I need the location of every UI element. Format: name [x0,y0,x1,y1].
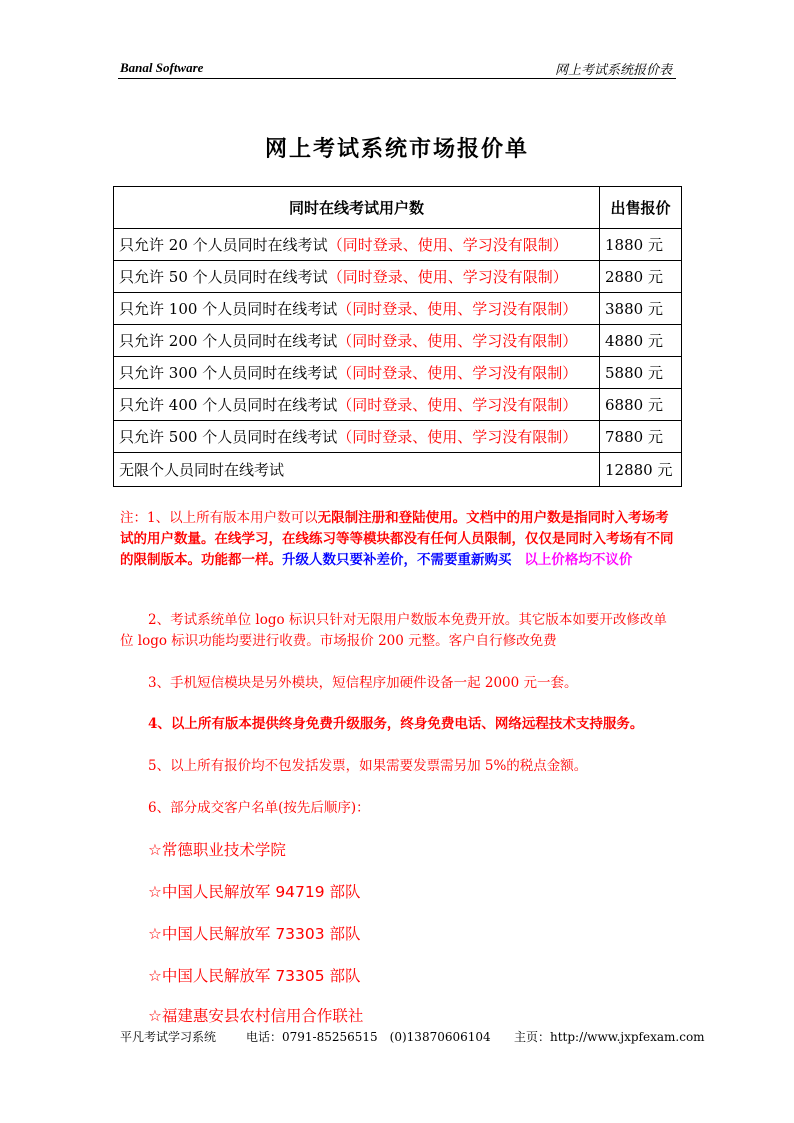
table-row [114,453,682,487]
note-5: 5、以上所有报价均不包发括发票，如果需要发票需另加 5%的税点金额。 [148,758,588,774]
row-price: 3880 元 [600,293,682,325]
note-6: 6、部分成交客户名单(按先后顺序)： [148,800,370,816]
page-header [118,58,676,79]
row-price: 6880 元 [600,389,682,421]
table-header-row [114,187,682,229]
row-desc: 只允许 20 个人员同时在线考试（同时登录、使用、学习没有限制） [114,229,600,261]
col-header-price: 出售报价 [600,187,682,229]
price-table [113,186,682,487]
footer-website: 主页：http://www.jxpfexam.com [514,1030,705,1044]
row-desc: 只允许 300 个人员同时在线考试（同时登录、使用、学习没有限制） [114,357,600,389]
note-3: 3、手机短信模块是另外模块，短信程序加硬件设备一起 2000 元一套。 [148,675,578,691]
table-row [114,261,682,293]
row-desc: 无限个人员同时在线考试 [114,453,600,487]
row-price: 5880 元 [600,357,682,389]
row-desc: 只允许 50 个人员同时在线考试（同时登录、使用、学习没有限制） [114,261,600,293]
row-price: 12880 元 [600,453,682,487]
row-price: 2880 元 [600,261,682,293]
row-price: 7880 元 [600,421,682,453]
header-company: Banal Software [120,60,204,75]
client-item: ☆中国人民解放军 73303 部队 [148,925,361,943]
row-desc: 只允许 200 个人员同时在线考试（同时登录、使用、学习没有限制） [114,325,600,357]
col-header-users: 同时在线考试用户数 [114,187,600,229]
row-price: 1880 元 [600,229,682,261]
table-row [114,389,682,421]
table-row [114,293,682,325]
table-row [114,229,682,261]
note-2: 2、考试系统单位 logo 标识只针对无限用户数版本免费开放。其它版本如要开改修改单位 logo 标识功能均要进行收费。市场报价 200 元整。客户自行修改免费 [120,612,667,649]
row-desc: 只允许 100 个人员同时在线考试（同时登录、使用、学习没有限制） [114,293,600,325]
client-item: ☆福建惠安县农村信用合作联社 [148,1007,364,1025]
header-doc-title: 网上考试系统报价表 [554,63,672,78]
client-item: ☆中国人民解放军 73305 部队 [148,967,361,985]
table-row [114,421,682,453]
row-desc: 只允许 500 个人员同时在线考试（同时登录、使用、学习没有限制） [114,421,600,453]
client-item: ☆中国人民解放军 94719 部队 [148,883,361,901]
footer-company: 平凡考试学习系统 [120,1030,217,1044]
client-item: ☆常德职业技术学院 [148,841,286,859]
row-price: 4880 元 [600,325,682,357]
table-row [114,325,682,357]
table-row [114,357,682,389]
page-title: 网上考试系统市场报价单 [264,136,529,162]
note-1: 注：1、以上所有版本用户数可以无限制注册和登陆使用。文档中的用户数是指同时入考场考试的用户数量。在线学习，在线练习等等模块都没有任何人员限制，仅仅是同时入考场有不同的限制版本。功能都一样。升级人数只要补差价，不需要重新购买 以上价格均不议价 [120,510,674,568]
row-desc: 只允许 400 个人员同时在线考试（同时登录、使用、学习没有限制） [114,389,600,421]
footer-phone: 电话：0791-85256515 (0)13870606104 [246,1030,491,1044]
note-4: 4、以上所有版本提供终身免费升级服务，终身免费电话、网络远程技术支持服务。 [148,716,644,732]
